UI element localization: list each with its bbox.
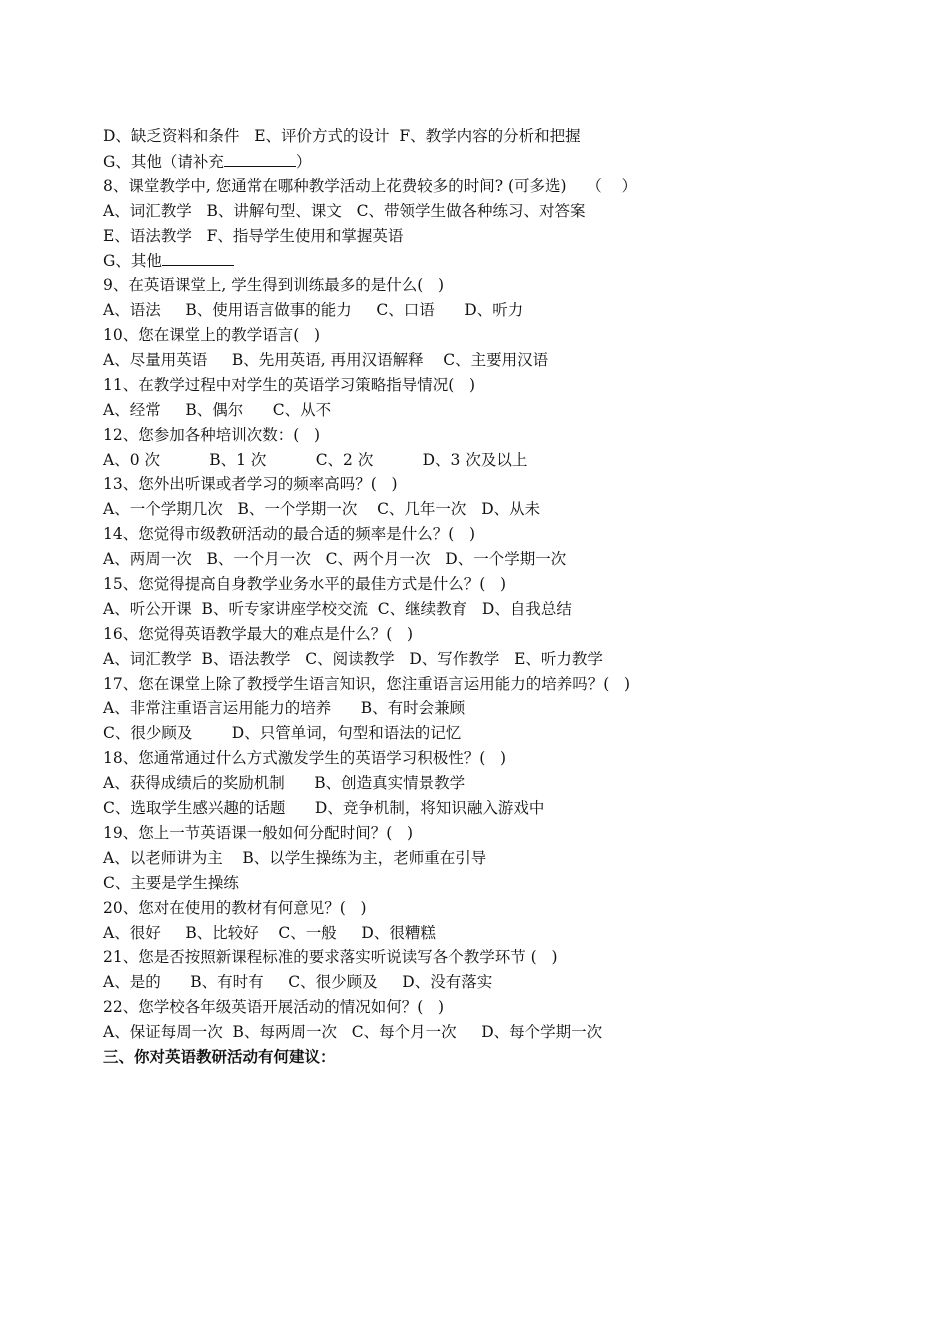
text-line bbox=[103, 647, 883, 672]
text-line bbox=[103, 970, 883, 995]
line-text: A、经常 B、偶尔 C、从不 bbox=[103, 400, 332, 419]
line-text: 8、课堂教学中, 您通常在哪种教学活动上花费较多的时间? (可多选) （ ） bbox=[103, 176, 637, 195]
line-text: A、尽量用英语 B、先用英语, 再用汉语解释 C、主要用汉语 bbox=[103, 351, 549, 370]
line-text: A、非常注重语言运用能力的培养 B、有时会兼顾 bbox=[103, 699, 466, 718]
line-text: A、是的 B、有时有 C、很少顾及 D、没有落实 bbox=[103, 973, 493, 992]
document-page bbox=[103, 124, 883, 1070]
text-line bbox=[103, 522, 883, 547]
fill-in-blank[interactable] bbox=[224, 149, 296, 167]
text-line bbox=[103, 323, 883, 348]
line-text: G、其他 bbox=[103, 252, 162, 271]
line-text: C、选取学生感兴趣的话题 D、竞争机制，将知识融入游戏中 bbox=[103, 799, 545, 818]
text-line bbox=[103, 846, 883, 871]
text-line bbox=[103, 224, 883, 249]
text-line bbox=[103, 348, 883, 373]
text-line bbox=[103, 398, 883, 423]
line-text: 10、您在课堂上的教学语言( ) bbox=[103, 326, 321, 345]
line-text-after: ） bbox=[295, 152, 312, 171]
text-line bbox=[103, 1020, 883, 1045]
text-line bbox=[103, 298, 883, 323]
text-line bbox=[103, 821, 883, 846]
line-text: A、语法 B、使用语言做事的能力 C、口语 D、听力 bbox=[103, 301, 524, 320]
line-text: 20、您对在使用的教材有何意见？( ) bbox=[103, 898, 367, 917]
text-line bbox=[103, 124, 883, 149]
fill-in-blank[interactable] bbox=[162, 248, 234, 266]
text-line bbox=[103, 174, 883, 199]
line-text: 12、您参加各种培训次数：( ) bbox=[103, 425, 321, 444]
text-line bbox=[103, 373, 883, 398]
line-text: A、听公开课 B、听专家讲座学校交流 C、继续教育 D、自我总结 bbox=[103, 599, 572, 618]
section-heading bbox=[103, 1045, 883, 1070]
line-text: 22、您学校各年级英语开展活动的情况如何？( ) bbox=[103, 998, 445, 1017]
text-line bbox=[103, 149, 883, 174]
line-text: A、0 次 B、1 次 C、2 次 D、3 次及以上 bbox=[103, 450, 528, 469]
text-line bbox=[103, 273, 883, 298]
text-line bbox=[103, 572, 883, 597]
text-line bbox=[103, 199, 883, 224]
text-line bbox=[103, 497, 883, 522]
line-text: 14、您觉得市级教研活动的最合适的频率是什么？( ) bbox=[103, 525, 476, 544]
line-text: 13、您外出听课或者学习的频率高吗？( ) bbox=[103, 475, 398, 494]
line-text: A、以老师讲为主 B、以学生操练为主，老师重在引导 bbox=[103, 848, 487, 867]
text-line bbox=[103, 423, 883, 448]
line-text: A、保证每周一次 B、每两周一次 C、每个月一次 D、每个学期一次 bbox=[103, 1023, 603, 1042]
text-line bbox=[103, 472, 883, 497]
line-text: G、其他（请补充 bbox=[103, 152, 224, 171]
text-line bbox=[103, 945, 883, 970]
text-line bbox=[103, 871, 883, 896]
text-line bbox=[103, 995, 883, 1020]
line-text: 15、您觉得提高自身教学业务水平的最佳方式是什么？( ) bbox=[103, 575, 507, 594]
line-text: 19、您上一节英语课一般如何分配时间？( ) bbox=[103, 823, 414, 842]
line-text: 9、在英语课堂上, 学生得到训练最多的是什么( ) bbox=[103, 276, 445, 295]
line-text: A、很好 B、比较好 C、一般 D、很糟糕 bbox=[103, 923, 436, 942]
text-line bbox=[103, 547, 883, 572]
text-line bbox=[103, 672, 883, 697]
text-line bbox=[103, 448, 883, 473]
line-text: A、一个学期几次 B、一个学期一次 C、几年一次 D、从未 bbox=[103, 500, 541, 519]
line-text: C、主要是学生操练 bbox=[103, 873, 239, 892]
line-text: C、很少顾及 D、只管单词，句型和语法的记忆 bbox=[103, 724, 462, 743]
text-line bbox=[103, 746, 883, 771]
text-line bbox=[103, 921, 883, 946]
line-text: 21、您是否按照新课程标准的要求落实听说读写各个教学环节 ( ) bbox=[103, 948, 558, 967]
text-line bbox=[103, 771, 883, 796]
text-line bbox=[103, 796, 883, 821]
line-text: 17、您在课堂上除了教授学生语言知识，您注重语言运用能力的培养吗？( ) bbox=[103, 674, 631, 693]
line-text: E、语法教学 F、指导学生使用和掌握英语 bbox=[103, 226, 404, 245]
line-text: A、两周一次 B、一个月一次 C、两个月一次 D、一个学期一次 bbox=[103, 550, 567, 569]
line-text: 16、您觉得英语教学最大的难点是什么？( ) bbox=[103, 624, 414, 643]
line-text: 11、在教学过程中对学生的英语学习策略指导情况( ) bbox=[103, 375, 476, 394]
text-line bbox=[103, 622, 883, 647]
text-line bbox=[103, 721, 883, 746]
text-line bbox=[103, 896, 883, 921]
line-text: 18、您通常通过什么方式激发学生的英语学习积极性？( ) bbox=[103, 749, 507, 768]
line-text: A、获得成绩后的奖励机制 B、创造真实情景教学 bbox=[103, 774, 466, 793]
line-text: 三、你对英语教研活动有何建议： bbox=[103, 1046, 336, 1066]
line-text: A、词汇教学 B、讲解句型、课文 C、带领学生做各种练习、对答案 bbox=[103, 201, 586, 220]
text-line bbox=[103, 248, 883, 273]
line-text: D、缺乏资料和条件 E、评价方式的设计 F、教学内容的分析和把握 bbox=[103, 127, 581, 145]
text-line bbox=[103, 597, 883, 622]
line-text: A、词汇教学 B、语法教学 C、阅读教学 D、写作教学 E、听力教学 bbox=[103, 649, 603, 668]
text-line bbox=[103, 696, 883, 721]
